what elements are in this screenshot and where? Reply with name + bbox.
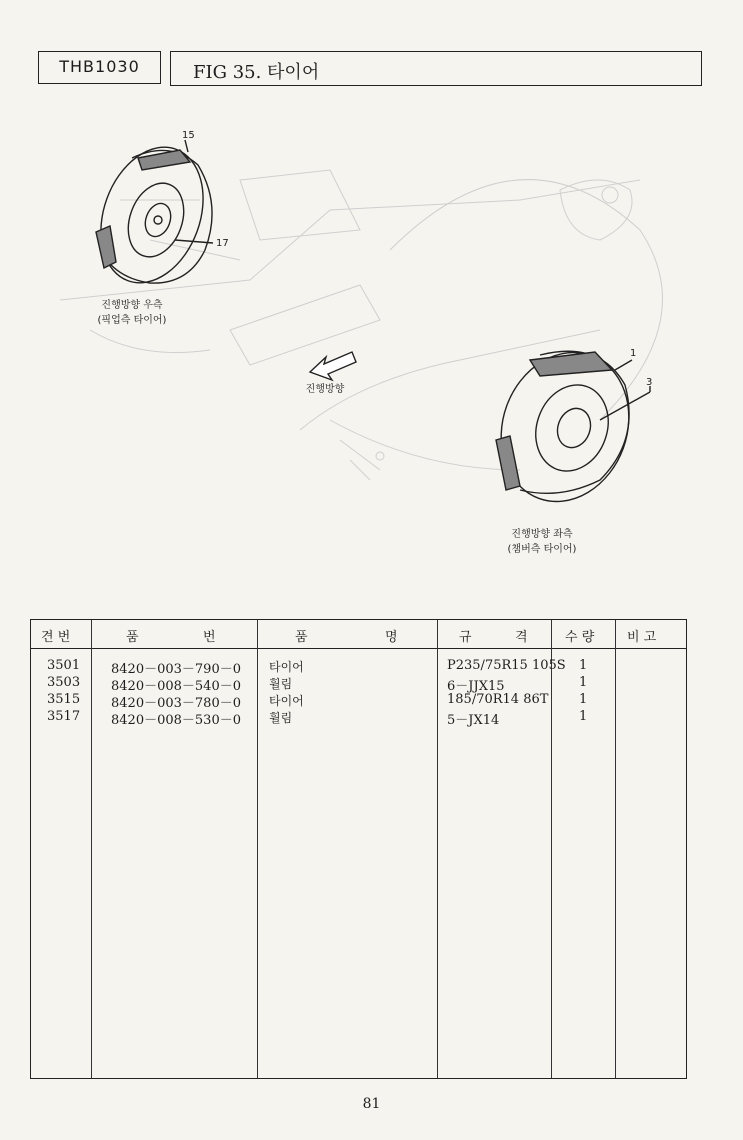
part-spec: 185/70R14 86T	[447, 692, 549, 707]
header-spec-2: 격	[515, 630, 528, 645]
header-item-no-1: 견 번	[41, 630, 71, 645]
part-number: 8420－003－780－0	[111, 696, 241, 711]
page-number: 81	[362, 1096, 381, 1112]
part-spec: 5－JX14	[447, 713, 500, 728]
part-name: 휠림	[269, 677, 293, 691]
item-no: 3517	[47, 709, 81, 724]
part-spec: P235/75R15 105S	[447, 658, 566, 673]
right-side-tire	[83, 133, 221, 297]
callout-1: 1	[630, 348, 637, 359]
header-qty: 수 량	[565, 630, 595, 645]
item-no: 3501	[47, 658, 81, 673]
part-spec: 6－JJX15	[447, 679, 505, 694]
table-row	[31, 692, 686, 710]
left-tire-caption: 진행방향 좌측 (챔버측 타이어)	[507, 529, 577, 555]
item-no: 3515	[47, 692, 81, 707]
header-name-2: 명	[385, 630, 398, 645]
left-side-tire	[481, 334, 653, 519]
part-number: 8420－008－540－0	[111, 679, 241, 694]
table-row	[31, 675, 686, 693]
item-no: 3503	[47, 675, 81, 690]
header-spec-1: 규	[459, 630, 472, 645]
header-part-no-1: 품	[126, 630, 139, 645]
parts-table	[30, 619, 687, 1079]
direction-caption: 진행방향	[305, 384, 345, 395]
part-qty: 1	[579, 658, 588, 673]
part-qty: 1	[579, 675, 588, 690]
part-number: 8420－003－790－0	[111, 662, 241, 677]
model-code: THB1030	[59, 57, 140, 76]
header-remarks: 비 고	[627, 630, 657, 645]
table-row	[31, 658, 686, 676]
part-qty: 1	[579, 709, 588, 724]
header-name-1: 품	[295, 630, 308, 645]
part-name: 타이어	[269, 694, 304, 708]
part-name: 휠림	[269, 711, 293, 725]
table-header-divider	[31, 648, 686, 649]
figure-title: FIG 35. 타이어	[193, 62, 320, 83]
callout-15: 15	[182, 130, 195, 141]
part-name: 타이어	[269, 660, 304, 674]
header-part-no-2: 번	[203, 630, 216, 645]
callout-3: 3	[646, 377, 653, 388]
part-qty: 1	[579, 692, 588, 707]
part-number: 8420－008－530－0	[111, 713, 241, 728]
callout-17: 17	[216, 238, 229, 249]
table-row	[31, 709, 686, 727]
direction-arrow-icon	[310, 352, 356, 380]
right-tire-caption: 진행방향 우측 (픽업측 타이어)	[97, 300, 167, 326]
